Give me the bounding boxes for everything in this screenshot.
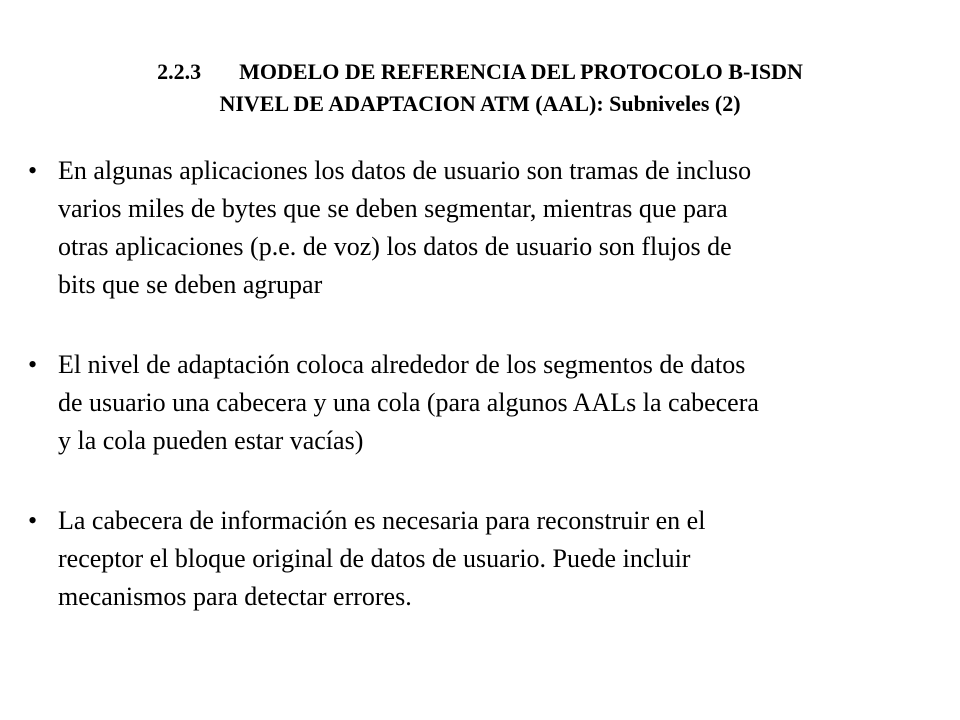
- bullet-1-line-4: bits que se deben agrupar: [58, 270, 323, 299]
- bullet-3-line-2: receptor el bloque original de datos de usuario. Puede incluir: [58, 544, 691, 573]
- bullet-item-1: [28, 152, 928, 304]
- bullet-2-line-1: El nivel de adaptación coloca alrededor de los segmentos de datos: [58, 350, 746, 379]
- bullet-item-3: [28, 502, 928, 616]
- title-line-1-text: MODELO DE REFERENCIA DEL PROTOCOLO B-ISDN: [239, 59, 803, 84]
- title-line-2: NIVEL DE ADAPTACION ATM (AAL): Subniveles (2): [219, 91, 741, 116]
- bullet-1-line-1: En algunas aplicaciones los datos de usuario son tramas de incluso: [58, 156, 752, 185]
- bullet-2-line-2: de usuario una cabecera y una cola (para algunos AALs la cabecera: [58, 388, 759, 417]
- bullet-3-line-1: La cabecera de información es necesaria para reconstruir en el: [58, 506, 706, 535]
- bullet-1-line-2: varios miles de bytes que se deben segmentar, mientras que para: [58, 194, 728, 223]
- section-number: 2.2.3: [157, 59, 202, 84]
- bullet-3-line-3: mecanismos para detectar errores.: [58, 582, 412, 611]
- bullet-icon: •: [28, 350, 38, 379]
- title-line-1: [0, 56, 960, 88]
- bullet-item-2: [28, 346, 928, 460]
- slide-title: [0, 56, 960, 120]
- bullet-icon: •: [28, 506, 38, 535]
- bullet-icon: •: [28, 156, 38, 185]
- bullet-list: [28, 152, 928, 616]
- bullet-1-line-3: otras aplicaciones (p.e. de voz) los datos de usuario son flujos de: [58, 232, 732, 261]
- bullet-2-line-3: y la cola pueden estar vacías): [58, 426, 364, 455]
